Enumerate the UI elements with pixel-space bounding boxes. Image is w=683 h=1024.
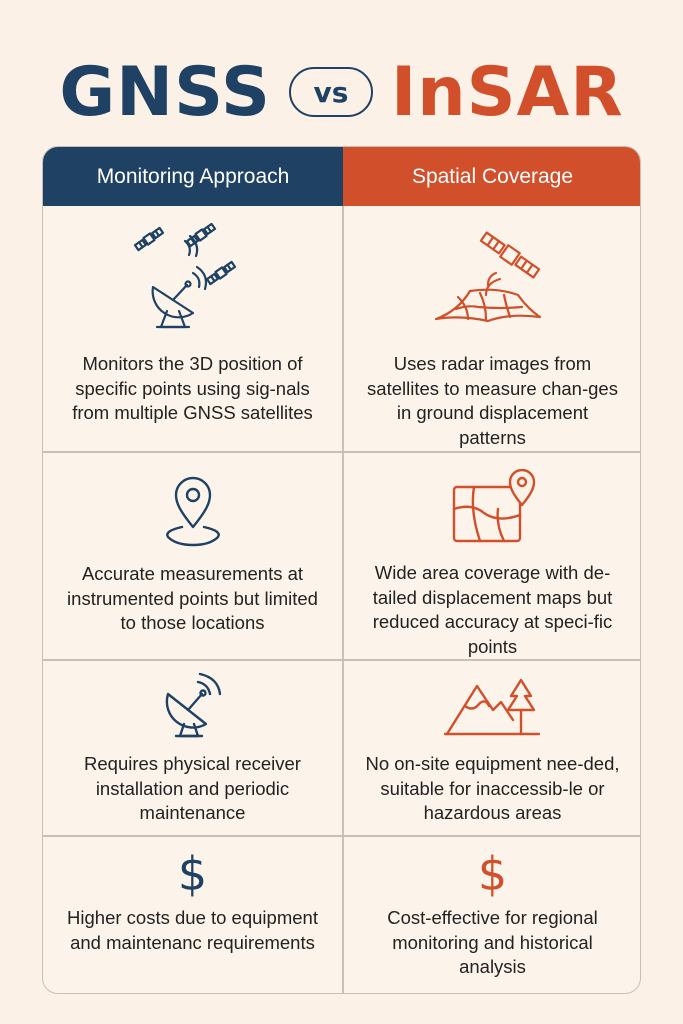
radar-satellite-icon: [428, 214, 558, 342]
cell-text: Wide area coverage with de-tailed displacement maps but reduced accuracy at speci-fic points: [372, 562, 613, 657]
title: [0, 42, 683, 142]
dollar-icon: $: [477, 847, 508, 901]
map-pin-icon: [448, 464, 538, 553]
cell-text: Cost-effective for regional monitoring and historical analysis: [387, 907, 598, 977]
mountain-tree-icon: [443, 670, 543, 744]
cell-row4-insar: [343, 836, 641, 994]
cell-row2-gnss: [43, 452, 342, 659]
satellite-dish-icon: [133, 214, 253, 342]
comparison-table: [42, 146, 641, 994]
header-spatial-coverage: Spatial Coverage: [343, 147, 641, 206]
cell-text: Accurate measurements at instrumented points but limited to those locations: [67, 563, 318, 633]
receiver-dish-icon: [158, 670, 228, 744]
cell-text: No on-site equipment nee-ded, suitable for inaccessib-le or hazardous areas: [365, 753, 620, 823]
title-gnss: GNSS: [59, 52, 271, 132]
cell-row3-gnss: [43, 660, 342, 835]
vs-badge: vs: [289, 67, 373, 117]
location-pin-icon: [158, 464, 228, 554]
cell-text: Uses radar images from satellites to measure chan-ges in ground displacement patterns: [367, 353, 618, 448]
header-monitoring-approach: Monitoring Approach: [43, 147, 343, 206]
cell-text: Requires physical receiver installation and periodic maintenance: [84, 753, 301, 823]
title-insar: InSAR: [390, 52, 624, 132]
cell-row4-gnss: [43, 836, 342, 994]
cell-row1-gnss: [43, 206, 342, 451]
dollar-icon: $: [177, 847, 208, 901]
cell-text: Monitors the 3D position of specific points using sig-nals from multiple GNSS satellites: [72, 353, 313, 423]
cell-row3-insar: [343, 660, 641, 835]
cell-row1-insar: [343, 206, 641, 451]
cell-text: Higher costs due to equipment and maintenanc requirements: [67, 907, 318, 953]
cell-row2-insar: [343, 452, 641, 659]
